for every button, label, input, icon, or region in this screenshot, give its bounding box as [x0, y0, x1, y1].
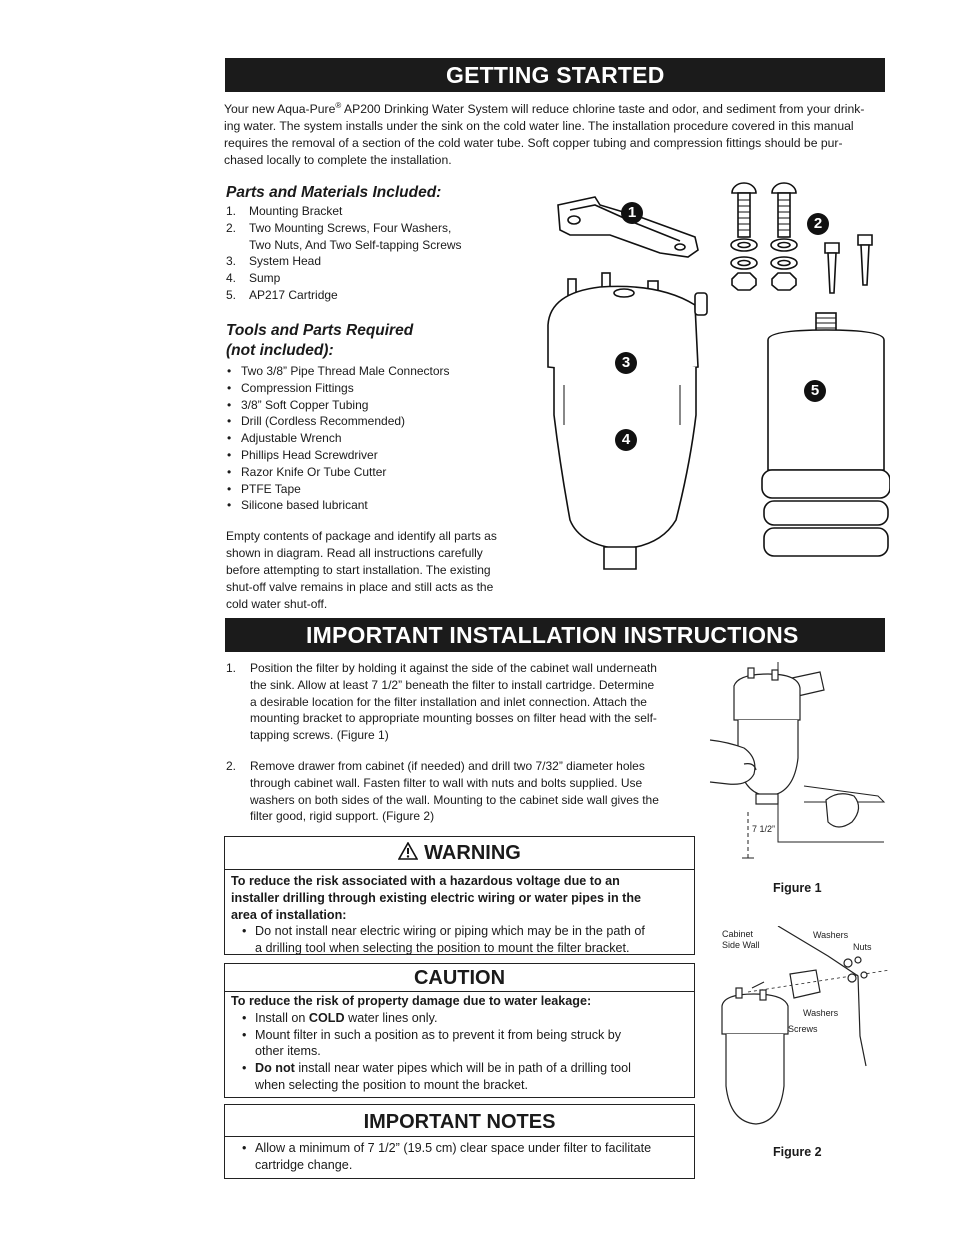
part-marker-2: 2 — [807, 213, 829, 235]
parts-diagram — [540, 175, 890, 595]
list-item: • Two 3/8” Pipe Thread Male Connectors — [226, 363, 526, 380]
installation-steps — [226, 660, 696, 825]
list-item: • Silicone based lubricant — [226, 497, 526, 514]
warning-triangle-icon — [398, 838, 418, 870]
screws-washers-nuts-icon — [731, 183, 872, 293]
part-marker-5: 5 — [804, 380, 826, 402]
intro-paragraph: Your new Aqua-Pure® AP200 Drinking Water System will reduce chlorine taste and odor, and sediment from your drink- ing water. The system installs under the sink on the cold water line. The installation procedure covered in this manual requires the removal of a section of the cold water tube. Soft copper tubing and compression fittings should be pur- chased locally to complete the installation. — [224, 101, 865, 167]
list-item: 2. Two Mounting Screws, Four Washers, — [226, 220, 452, 235]
caution-body: To reduce the risk of property damage due to water leakage: • Install on COLD water lines only. • Mount filter in such a position as to prevent it from being struck by other items. • Do not install near water pipes which will be in path of a drilling tool when selecting the position to mount the bracket. — [225, 992, 694, 1098]
figure-1-caption: Figure 1 — [773, 881, 822, 895]
getting-started-banner — [225, 58, 885, 92]
notes-body — [225, 1137, 694, 1178]
caution-box — [224, 963, 695, 1098]
list-item: • 3/8” Soft Copper Tubing — [226, 397, 526, 414]
warning-box — [224, 836, 695, 955]
list-item: 5. AP217 Cartridge — [226, 287, 338, 302]
list-item: • Drill (Cordless Recommended) — [226, 413, 526, 430]
figure-2-label-washers-top: Washers — [813, 930, 849, 940]
list-item: Two Nuts, And Two Self-tapping Screws — [249, 237, 462, 252]
part-marker-3: 3 — [615, 352, 637, 374]
list-item: • Do not install near water pipes which will be in path of a drilling tool when selecting the position to mount the bracket. — [231, 1060, 688, 1094]
list-item: • Do not install near electric wiring or piping which may be in the path of a drilling tool when selecting the position to mount the filter bracket. — [231, 923, 688, 957]
notes-title: IMPORTANT NOTES — [225, 1105, 694, 1137]
warning-title: WARNING — [424, 842, 521, 864]
tools-heading: Tools and Parts Required (not included): — [226, 322, 414, 359]
list-item: • Allow a minimum of 7 1/2” (19.5 cm) clear space under filter to facilitate cartridge change. — [231, 1140, 688, 1174]
figure-1-illustration — [708, 662, 888, 867]
cartridge-icon — [762, 313, 890, 556]
list-item: • Razor Knife Or Tube Cutter — [226, 464, 526, 481]
part-marker-4: 4 — [615, 429, 637, 451]
list-item: • Install on COLD water lines only. — [231, 1010, 688, 1027]
tools-list — [226, 363, 526, 514]
list-item: 1. Mounting Bracket — [226, 204, 343, 218]
getting-started-title: GETTING STARTED — [446, 62, 665, 88]
caution-title: CAUTION — [225, 964, 694, 992]
figure-2-caption: Figure 2 — [773, 1145, 822, 1159]
parts-list — [226, 203, 526, 304]
notes-box — [224, 1104, 695, 1179]
figure-2-label-screws: Screws — [788, 1024, 818, 1034]
list-item: • Mount filter in such a position as to prevent it from being struck by other items. — [231, 1027, 688, 1061]
list-item: 4. Sump — [226, 271, 281, 286]
figure-2-label-cabinet: Cabinet Side Wall — [722, 929, 760, 950]
parts-heading: Parts and Materials Included: — [226, 184, 442, 201]
warning-body: To reduce the risk associated with a hazardous voltage due to an installer drilling through existing electric wiring or water pipes in the area of installation: • Do not install near electric wiring or piping which may be in the path of a drilling tool when selecting the position to mount the filter bracket. — [225, 870, 694, 961]
list-item: • Adjustable Wrench — [226, 430, 526, 447]
installation-banner — [225, 618, 885, 652]
list-item: 3. System Head — [226, 254, 322, 269]
figure-2-label-nuts: Nuts — [853, 942, 872, 952]
list-item: • PTFE Tape — [226, 481, 526, 498]
step-2: 2. Remove drawer from cabinet (if needed) and drill two 7/32” diameter holes through cabinet wall. Fasten filter to wall with nuts and bolts supplied. Use washers on both sides of the wall. Mounting to the cabinet side wall gives the filter good, rigid support. (Figure 2) — [226, 758, 659, 824]
part-marker-1: 1 — [621, 202, 643, 224]
figure-2-label-washers-bottom: Washers — [803, 1008, 839, 1018]
warning-header — [225, 837, 694, 870]
step-1: 1. Position the filter by holding it against the side of the cabinet wall underneath the sink. Allow at least 7 1/2” beneath the filter to install cartridge. Determine a desirable location for the filter installation and inlet connection. Attach the mounting bracket to appropriate mounting bosses on filter head with the self- tapping screws. (Figure 1) — [226, 661, 657, 743]
installation-title: IMPORTANT INSTALLATION INSTRUCTIONS — [306, 622, 799, 648]
system-head-sump-icon — [548, 273, 707, 569]
list-item: • Compression Fittings — [226, 380, 526, 397]
figure-1-dimension: 7 1/2” — [752, 824, 776, 834]
list-item: • Phillips Head Screwdriver — [226, 447, 526, 464]
empty-contents-paragraph: Empty contents of package and identify all parts as shown in diagram. Read all instructions carefully before attempting to start installation. The existing shut-off valve remains in place and still acts as the cold water shut-off. — [226, 529, 497, 611]
